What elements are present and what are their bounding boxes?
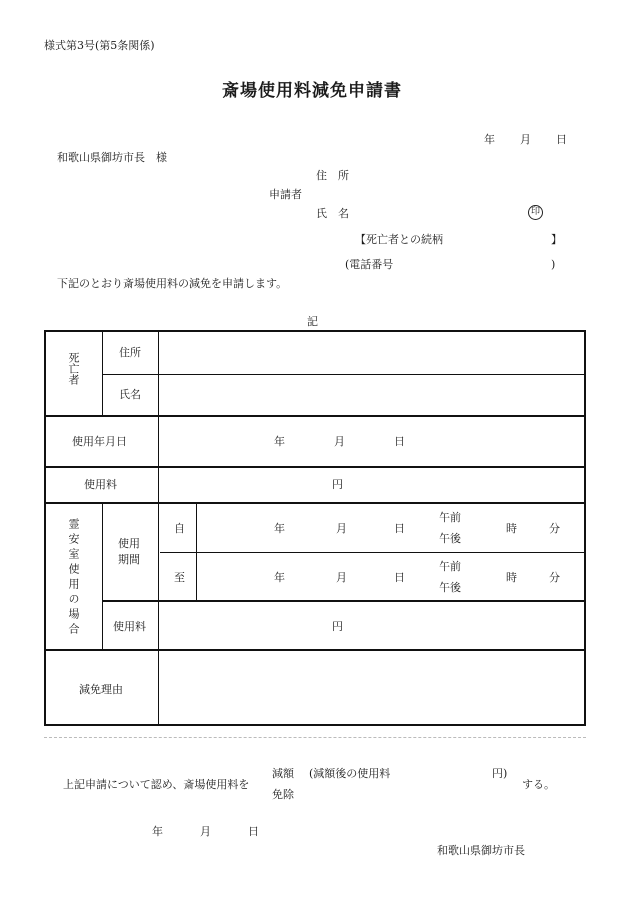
to-month: 月 [336,571,347,584]
date-year: 年 [484,133,495,146]
deceased-label: 死亡者 [67,352,80,385]
hall-label: 霊安室使用の場合 [67,518,80,638]
from-minute: 分 [549,522,560,535]
from-month: 月 [336,522,347,535]
from-year: 年 [274,522,285,535]
line-after-hall [46,649,586,651]
applicant-label: 申請者 [269,188,302,201]
line-after-deceased [46,415,586,417]
from-day: 日 [394,522,405,535]
phone-close: ) [551,258,556,271]
vline-deceased [102,332,103,415]
deceased-name-label: 氏名 [119,388,141,401]
to-hour: 時 [506,571,517,584]
hall-fee-unit: 円 [332,620,343,633]
phone-open: (電話番号 [345,258,394,271]
reduce-option: 減額 [272,767,294,780]
form-number: 様式第3号(第5条関係) [44,39,155,52]
use-date-month: 月 [334,435,345,448]
relation-open: 【死亡者との続柄 [355,233,443,246]
line-after-usedate [46,466,586,468]
relation-close: 】 [551,233,562,246]
fee-unit: 円 [332,478,343,491]
fee-label: 使用料 [84,478,117,491]
date-month: 月 [520,133,531,146]
reason-label: 減免理由 [79,683,123,696]
to-am: 午前 [439,560,461,573]
use-date-label: 使用年月日 [72,435,127,448]
decision-year: 年 [152,825,163,838]
form-title: 斎場使用料減免申請書 [222,81,402,101]
line-period-mid [160,552,586,553]
line-after-fee [46,502,586,504]
use-date-year: 年 [274,435,285,448]
to-pm: 午後 [439,581,461,594]
decision-authority: 和歌山県御坊市長 [437,844,525,857]
application-table [44,330,586,726]
date-day: 日 [556,133,567,146]
to-minute: 分 [549,571,560,584]
vline-from-to [196,503,197,600]
from-pm: 午後 [439,532,461,545]
from-hour: 時 [506,522,517,535]
to-year: 年 [274,571,285,584]
ki-label: 記 [307,315,318,328]
period-label-1: 使用 [118,537,140,550]
use-date-day: 日 [394,435,405,448]
decision-month: 月 [200,825,211,838]
decision-day: 日 [248,825,259,838]
applicant-address-label: 住 所 [316,169,349,182]
divider [44,737,586,738]
reduce-note-close: 円) [492,767,508,780]
from-am: 午前 [439,511,461,524]
period-label-2: 期間 [118,553,140,566]
decision-text: 上記申請について認め、斎場使用料を [63,778,250,791]
line-after-period [102,600,586,602]
seal-mark: 印 [528,205,543,220]
from-label: 自 [174,522,185,535]
hall-fee-label: 使用料 [113,620,146,633]
deceased-address-label: 住所 [119,346,141,359]
exempt-option: 免除 [272,788,294,801]
to-label: 至 [174,571,185,584]
intro-text: 下記のとおり斎場使用料の減免を申請します。 [57,277,288,290]
vline-label-col [158,332,159,724]
addressee: 和歌山県御坊市長 様 [57,151,167,164]
to-day: 日 [394,571,405,584]
line-deceased-mid [102,374,586,375]
reduce-note-open: (減額後の使用料 [309,767,391,780]
suru-text: する。 [522,778,555,791]
vline-hall [102,503,103,649]
applicant-name-label: 氏 名 [316,207,349,220]
